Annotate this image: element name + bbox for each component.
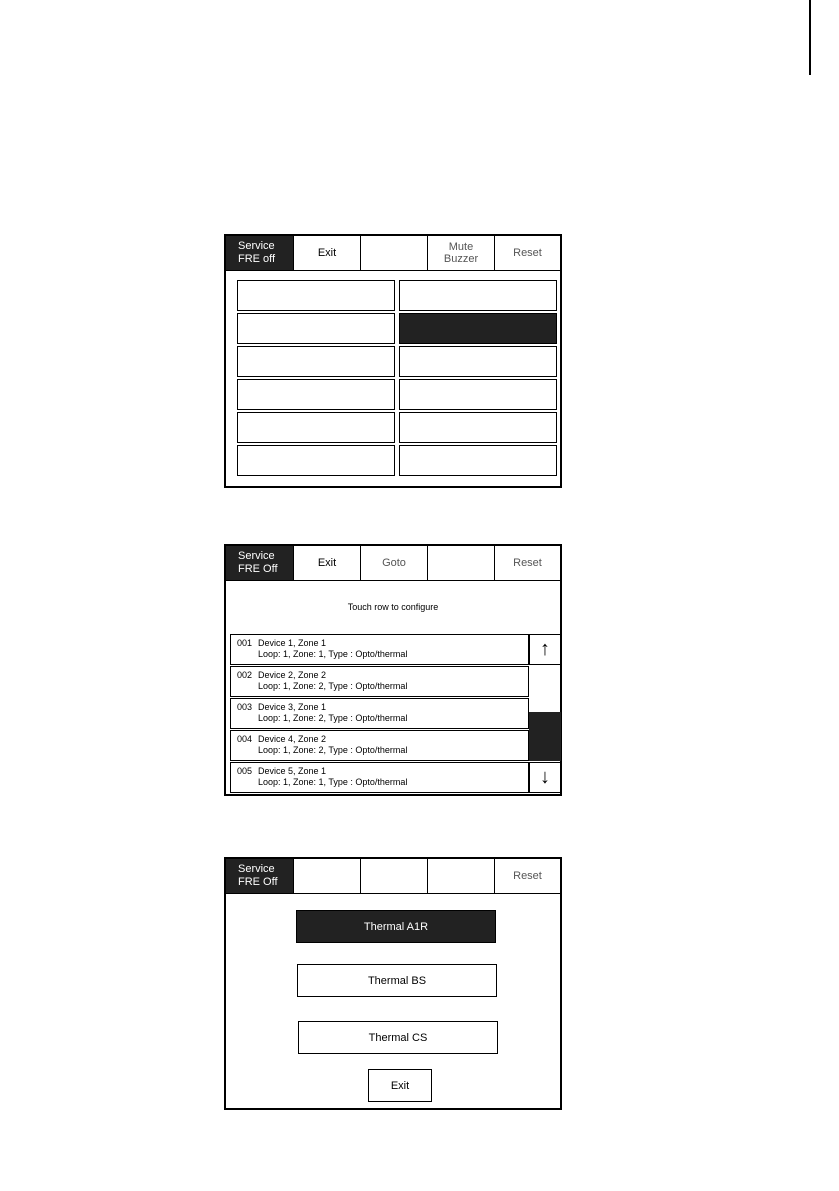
menu-button-4-selected[interactable] bbox=[399, 313, 557, 344]
device-name: Device 2, Zone 2 bbox=[258, 670, 327, 680]
top-bar bbox=[226, 859, 560, 894]
device-name: Device 4, Zone 2 bbox=[258, 734, 327, 744]
device-name: Device 5, Zone 1 bbox=[258, 766, 327, 776]
service-label: Service bbox=[238, 240, 275, 252]
device-detail: Loop: 1, Zone: 1, Type : Opto/thermal bbox=[258, 777, 408, 787]
type-select-screen bbox=[224, 857, 562, 1110]
menu-button-3[interactable] bbox=[237, 313, 395, 344]
menu-button-9[interactable] bbox=[237, 412, 395, 443]
device-row[interactable] bbox=[230, 730, 529, 761]
device-number: 001 bbox=[237, 638, 253, 648]
reset-button[interactable]: Reset bbox=[494, 236, 560, 270]
device-name: Device 1, Zone 1 bbox=[258, 638, 327, 648]
menu-button-12[interactable] bbox=[399, 445, 557, 476]
device-row[interactable] bbox=[230, 666, 529, 697]
reset-button[interactable]: Reset bbox=[494, 859, 560, 893]
scrollbar-thumb[interactable] bbox=[529, 712, 561, 761]
top-bar bbox=[226, 236, 560, 271]
scroll-up-button[interactable] bbox=[529, 634, 561, 665]
service-status-button[interactable] bbox=[226, 236, 293, 270]
device-number: 002 bbox=[237, 670, 253, 680]
option-thermal-a1r[interactable]: Thermal A1R bbox=[296, 910, 496, 943]
arrow-up-icon: ↑ bbox=[540, 638, 550, 660]
menu-button-2[interactable] bbox=[399, 280, 557, 311]
buzzer-label: Buzzer bbox=[443, 253, 479, 265]
option-thermal-cs[interactable]: Thermal CS bbox=[298, 1021, 498, 1054]
device-row[interactable] bbox=[230, 698, 529, 729]
service-status-button[interactable] bbox=[226, 859, 293, 893]
goto-button[interactable]: Goto bbox=[360, 546, 427, 580]
device-row[interactable] bbox=[230, 762, 529, 793]
exit-button[interactable]: Exit bbox=[368, 1069, 432, 1102]
device-detail: Loop: 1, Zone: 2, Type : Opto/thermal bbox=[258, 681, 408, 691]
instruction-text: Touch row to configure bbox=[347, 602, 439, 612]
blank-button[interactable] bbox=[427, 546, 494, 580]
option-thermal-bs[interactable]: Thermal BS bbox=[297, 964, 497, 997]
fre-status-label: FRE Off bbox=[238, 876, 278, 888]
menu-button-10[interactable] bbox=[399, 412, 557, 443]
fre-status-label: FRE Off bbox=[238, 563, 278, 575]
menu-button-8[interactable] bbox=[399, 379, 557, 410]
blank-button-1[interactable] bbox=[293, 859, 360, 893]
blank-button[interactable] bbox=[360, 236, 427, 270]
device-detail: Loop: 1, Zone: 2, Type : Opto/thermal bbox=[258, 745, 408, 755]
blank-button-3[interactable] bbox=[427, 859, 494, 893]
top-bar bbox=[226, 546, 560, 581]
device-name: Device 3, Zone 1 bbox=[258, 702, 327, 712]
mute-buzzer-button[interactable] bbox=[427, 236, 494, 270]
service-label: Service bbox=[238, 550, 275, 562]
menu-button-5[interactable] bbox=[237, 346, 395, 377]
exit-button[interactable]: Exit bbox=[293, 236, 360, 270]
menu-button-1[interactable] bbox=[237, 280, 395, 311]
service-status-button[interactable] bbox=[226, 546, 293, 580]
device-number: 004 bbox=[237, 734, 253, 744]
exit-button[interactable]: Exit bbox=[293, 546, 360, 580]
menu-button-7[interactable] bbox=[237, 379, 395, 410]
device-row[interactable] bbox=[230, 634, 529, 665]
scroll-down-button[interactable] bbox=[529, 762, 561, 793]
service-label: Service bbox=[238, 863, 275, 875]
reset-button[interactable]: Reset bbox=[494, 546, 560, 580]
menu-button-11[interactable] bbox=[237, 445, 395, 476]
blank-button-2[interactable] bbox=[360, 859, 427, 893]
device-list-screen bbox=[224, 544, 562, 796]
device-detail: Loop: 1, Zone: 2, Type : Opto/thermal bbox=[258, 713, 408, 723]
menu-screen bbox=[224, 234, 562, 488]
arrow-down-icon: ↓ bbox=[540, 766, 550, 788]
menu-button-6[interactable] bbox=[399, 346, 557, 377]
device-number: 005 bbox=[237, 766, 253, 776]
fre-status-label: FRE off bbox=[238, 253, 276, 265]
mute-label: Mute bbox=[448, 241, 474, 253]
device-detail: Loop: 1, Zone: 1, Type : Opto/thermal bbox=[258, 649, 408, 659]
device-number: 003 bbox=[237, 702, 253, 712]
margin-line bbox=[809, 0, 811, 75]
